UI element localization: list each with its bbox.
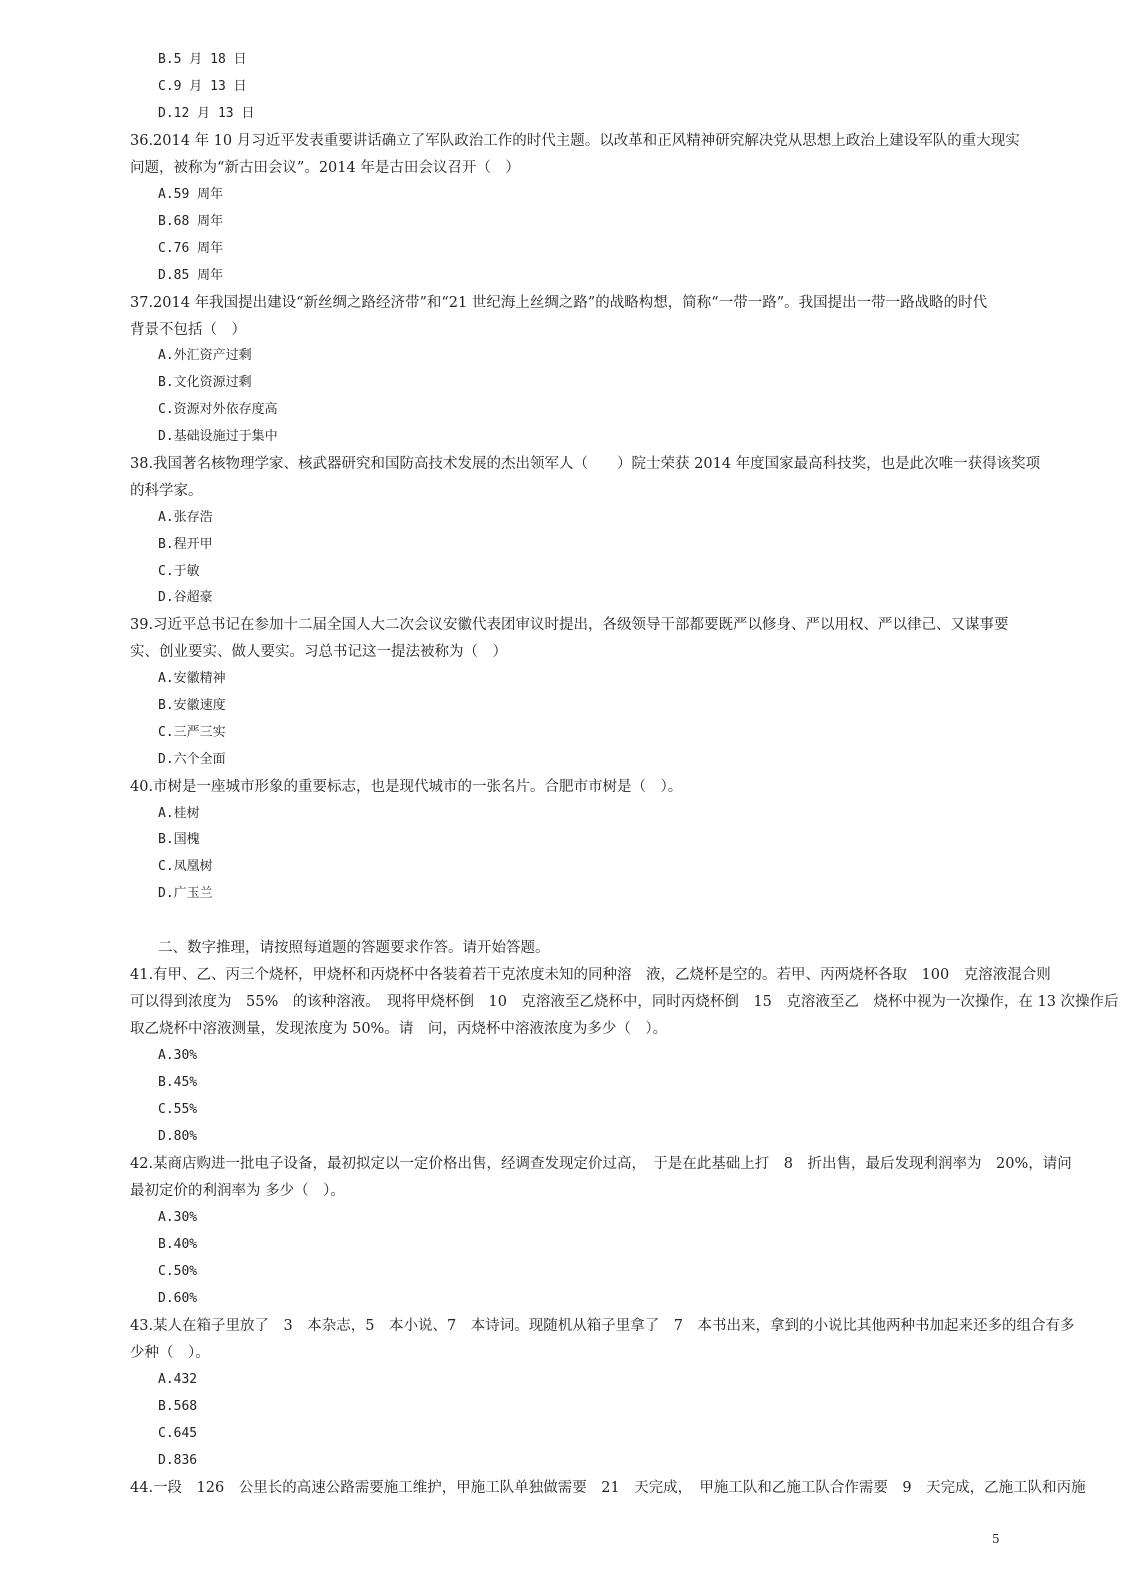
q37-stem-line1: 37.2014 年我国提出建设“新丝绸之路经济带”和“21 世纪海上丝绸之路”的战略构想，简称“一带一路”。我国提出一带一路战略的时代: [130, 295, 988, 311]
q36-stem-line1: 36.2014 年 10 月习近平发表重要讲话确立了军队政治工作的时代主题。以改革和正风精神研究解决党从思想上政治上建设军队的重大现实: [130, 133, 1020, 149]
q36-option-c: C.76 周年: [158, 241, 224, 256]
q39-option-d: D.六个全面: [158, 752, 226, 767]
q38-option-c: C.于敏: [158, 564, 200, 579]
q41-option-c: C.55%: [158, 1102, 198, 1117]
q38-stem-line2: 的科学家。: [130, 483, 203, 499]
page-number: 5: [992, 1532, 1000, 1546]
q39-stem-line1: 39.习近平总书记在参加十二届全国人大二次会议安徽代表团审议时提出，各级领导干部都要既严以修身、严以用权、严以律己、又谋事要: [130, 617, 1009, 633]
q39-option-c: C.三严三实: [158, 725, 226, 740]
q43-option-a: A.432: [158, 1372, 198, 1387]
q38-stem-line1: 38.我国著名核物理学家、核武器研究和国防高技术发展的杰出领军人（ ）院士荣获 2014 年度国家最高科技奖，也是此次唯一获得该奖项: [130, 456, 1041, 472]
q42-option-c: C.50%: [158, 1264, 198, 1279]
q43-option-d: D.836: [158, 1453, 198, 1468]
q36-option-a: A.59 周年: [158, 187, 224, 202]
q39-stem-line2: 实、创业要实、做人要实。习总书记这一提法被称为（ ）: [130, 644, 507, 660]
q43-option-b: B.568: [158, 1399, 198, 1414]
q38-option-d: D.谷超豪: [158, 590, 213, 605]
q41-option-b: B.45%: [158, 1075, 198, 1090]
q40-option-b: B.国槐: [158, 832, 200, 847]
q37-stem-line2: 背景不包括（ ）: [130, 322, 246, 338]
q41-option-a: A.30%: [158, 1048, 198, 1063]
q38-option-a: A.张存浩: [158, 510, 213, 525]
q43-stem-line2: 少种（ ）。: [130, 1345, 210, 1361]
q43-stem-line1: 43.某人在箱子里放了 3 本杂志，5 本小说、7 本诗词。现随机从箱子里拿了 7 本书出来，拿到的小说比其他两种书加起来还多的组合有多: [130, 1318, 1075, 1334]
q40-option-c: C.凤凰树: [158, 859, 213, 874]
q43-option-c: C.645: [158, 1426, 198, 1441]
q36-option-d: D.85 周年: [158, 268, 224, 283]
q42-stem-line2: 最初定价的利润率为 多少（ ）。: [130, 1183, 345, 1199]
q35-option-c: C.9 月 13 日: [158, 79, 247, 94]
q39-option-a: A.安徽精神: [158, 671, 226, 686]
q38-option-b: B.程开甲: [158, 537, 213, 552]
q41-stem-line3: 取乙烧杯中溶液测量，发现浓度为 50%。请 问，丙烧杯中溶液浓度为多少（ ）。: [130, 1021, 668, 1037]
q42-option-b: B.40%: [158, 1237, 198, 1252]
q39-option-b: B.安徽速度: [158, 698, 226, 713]
q41-stem-line2: 可以得到浓度为 55% 的该种溶液。 现将甲烧杯倒 10 克溶液至乙烧杯中，同时丙烧杯倒 15 克溶液至乙 烧杯中视为一次操作，在 13 次操作后: [130, 994, 1119, 1010]
q35-option-b: B.5 月 18 日: [158, 52, 247, 67]
q41-option-d: D.80%: [158, 1129, 198, 1144]
q42-option-d: D.60%: [158, 1291, 198, 1306]
q41-stem-line1: 41.有甲、乙、丙三个烧杯，甲烧杯和丙烧杯中各装着若干克浓度未知的同种溶 液，乙烧杯是空的。若甲、丙两烧杯各取 100 克溶液混合则: [130, 967, 1051, 983]
q40-stem-line1: 40.市树是一座城市形象的重要标志，也是现代城市的一张名片。合肥市市树是（ ）。: [130, 779, 683, 795]
q40-option-d: D.广玉兰: [158, 886, 213, 901]
q36-stem-line2: 问题，被称为“新古田会议”。2014 年是古田会议召开（ ）: [130, 160, 520, 176]
q40-option-a: A.桂树: [158, 806, 200, 821]
q44-stem-line1: 44.一段 126 公里长的高速公路需要施工维护，甲施工队单独做需要 21 天完成， 甲施工队和乙施工队合作需要 9 天完成，乙施工队和丙施: [130, 1480, 1086, 1496]
q37-option-c: C.资源对外依存度高: [158, 402, 278, 417]
q35-option-d: D.12 月 13 日: [158, 106, 255, 121]
q42-stem-line1: 42.某商店购进一批电子设备，最初拟定以一定价格出售，经调查发现定价过高， 于是在此基础上打 8 折出售，最后发现利润率为 20%，请问: [130, 1156, 1072, 1172]
q42-option-a: A.30%: [158, 1210, 198, 1225]
q36-option-b: B.68 周年: [158, 214, 224, 229]
section-heading: 二、数字推理，请按照每道题的答题要求作答。请开始答题。: [158, 940, 550, 956]
q37-option-a: A.外汇资产过剩: [158, 348, 252, 363]
q37-option-d: D.基础设施过于集中: [158, 429, 278, 444]
q37-option-b: B.文化资源过剩: [158, 375, 252, 390]
